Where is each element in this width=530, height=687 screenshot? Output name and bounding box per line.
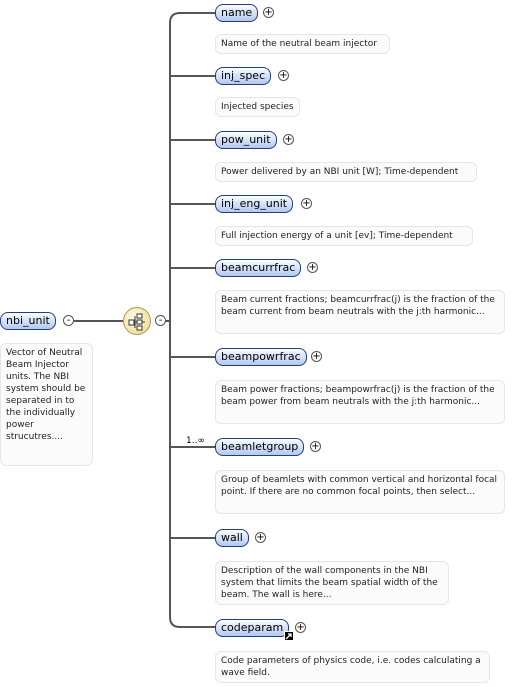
element-beamletgroup[interactable]: beamletgroup xyxy=(215,438,304,456)
doc-beamcurrfrac: Beam current fractions; beamcurrfrac(j) is the fraction of the beam current from beam neutrals with the j:th harmonic... xyxy=(215,290,505,334)
sequence-collapse-toggle[interactable]: - xyxy=(155,315,166,326)
expand-toggle-pow-unit[interactable]: + xyxy=(284,134,293,145)
doc-codeparam: Code parameters of physics code, i.e. codes calculating a wave field. xyxy=(215,651,490,683)
expand-toggle-name[interactable]: + xyxy=(264,7,273,18)
reference-arrow-icon xyxy=(284,631,294,641)
doc-wall: Description of the wall components in the NBI system that limits the beam spatial width of the beam. The wall is here... xyxy=(215,561,449,605)
doc-inj-spec: Injected species xyxy=(215,97,300,117)
expand-toggle-inj-eng-unit[interactable]: + xyxy=(302,198,311,209)
expand-toggle-beampowrfrac[interactable]: + xyxy=(312,351,321,362)
doc-name: Name of the neutral beam injector xyxy=(215,34,390,54)
element-name[interactable]: name xyxy=(215,4,258,22)
sequence-compositor-icon xyxy=(124,308,152,336)
root-documentation: Vector of Neutral Beam Injector units. The NBI system should be separated in to the individually power strucutres.... xyxy=(0,343,93,466)
element-beampowrfrac[interactable]: beampowrfrac xyxy=(215,348,307,366)
element-wall[interactable]: wall xyxy=(215,529,249,547)
expand-toggle-wall[interactable]: + xyxy=(256,532,265,543)
doc-pow-unit: Power delivered by an NBI unit [W]; Time-dependent xyxy=(215,162,477,182)
element-pow-unit[interactable]: pow_unit xyxy=(215,131,277,149)
expand-toggle-beamcurrfrac[interactable]: + xyxy=(308,262,317,273)
element-beamcurrfrac[interactable]: beamcurrfrac xyxy=(215,259,301,277)
doc-beamletgroup: Group of beamlets with common vertical and horizontal focal point. If there are no common focal points, then select... xyxy=(215,470,505,514)
root-collapse-toggle[interactable]: - xyxy=(63,315,74,326)
root-element-nbi-unit[interactable]: nbi_unit xyxy=(0,312,56,330)
doc-inj-eng-unit: Full injection energy of a unit [ev]; Time-dependent xyxy=(215,226,473,246)
element-codeparam[interactable]: codeparam xyxy=(215,619,289,637)
expand-toggle-codeparam[interactable]: + xyxy=(296,622,305,633)
sequence-compositor[interactable] xyxy=(123,307,151,335)
element-inj-spec[interactable]: inj_spec xyxy=(215,67,271,85)
doc-beampowrfrac: Beam power fractions; beampowrfrac(j) is the fraction of the beam power from beam neutrals with the j:th harmonic... xyxy=(215,380,505,424)
expand-toggle-inj-spec[interactable]: + xyxy=(279,70,288,81)
cardinality-beamletgroup: 1..∞ xyxy=(186,436,205,446)
element-inj-eng-unit[interactable]: inj_eng_unit xyxy=(215,195,293,213)
expand-toggle-beamletgroup[interactable]: + xyxy=(311,441,320,452)
